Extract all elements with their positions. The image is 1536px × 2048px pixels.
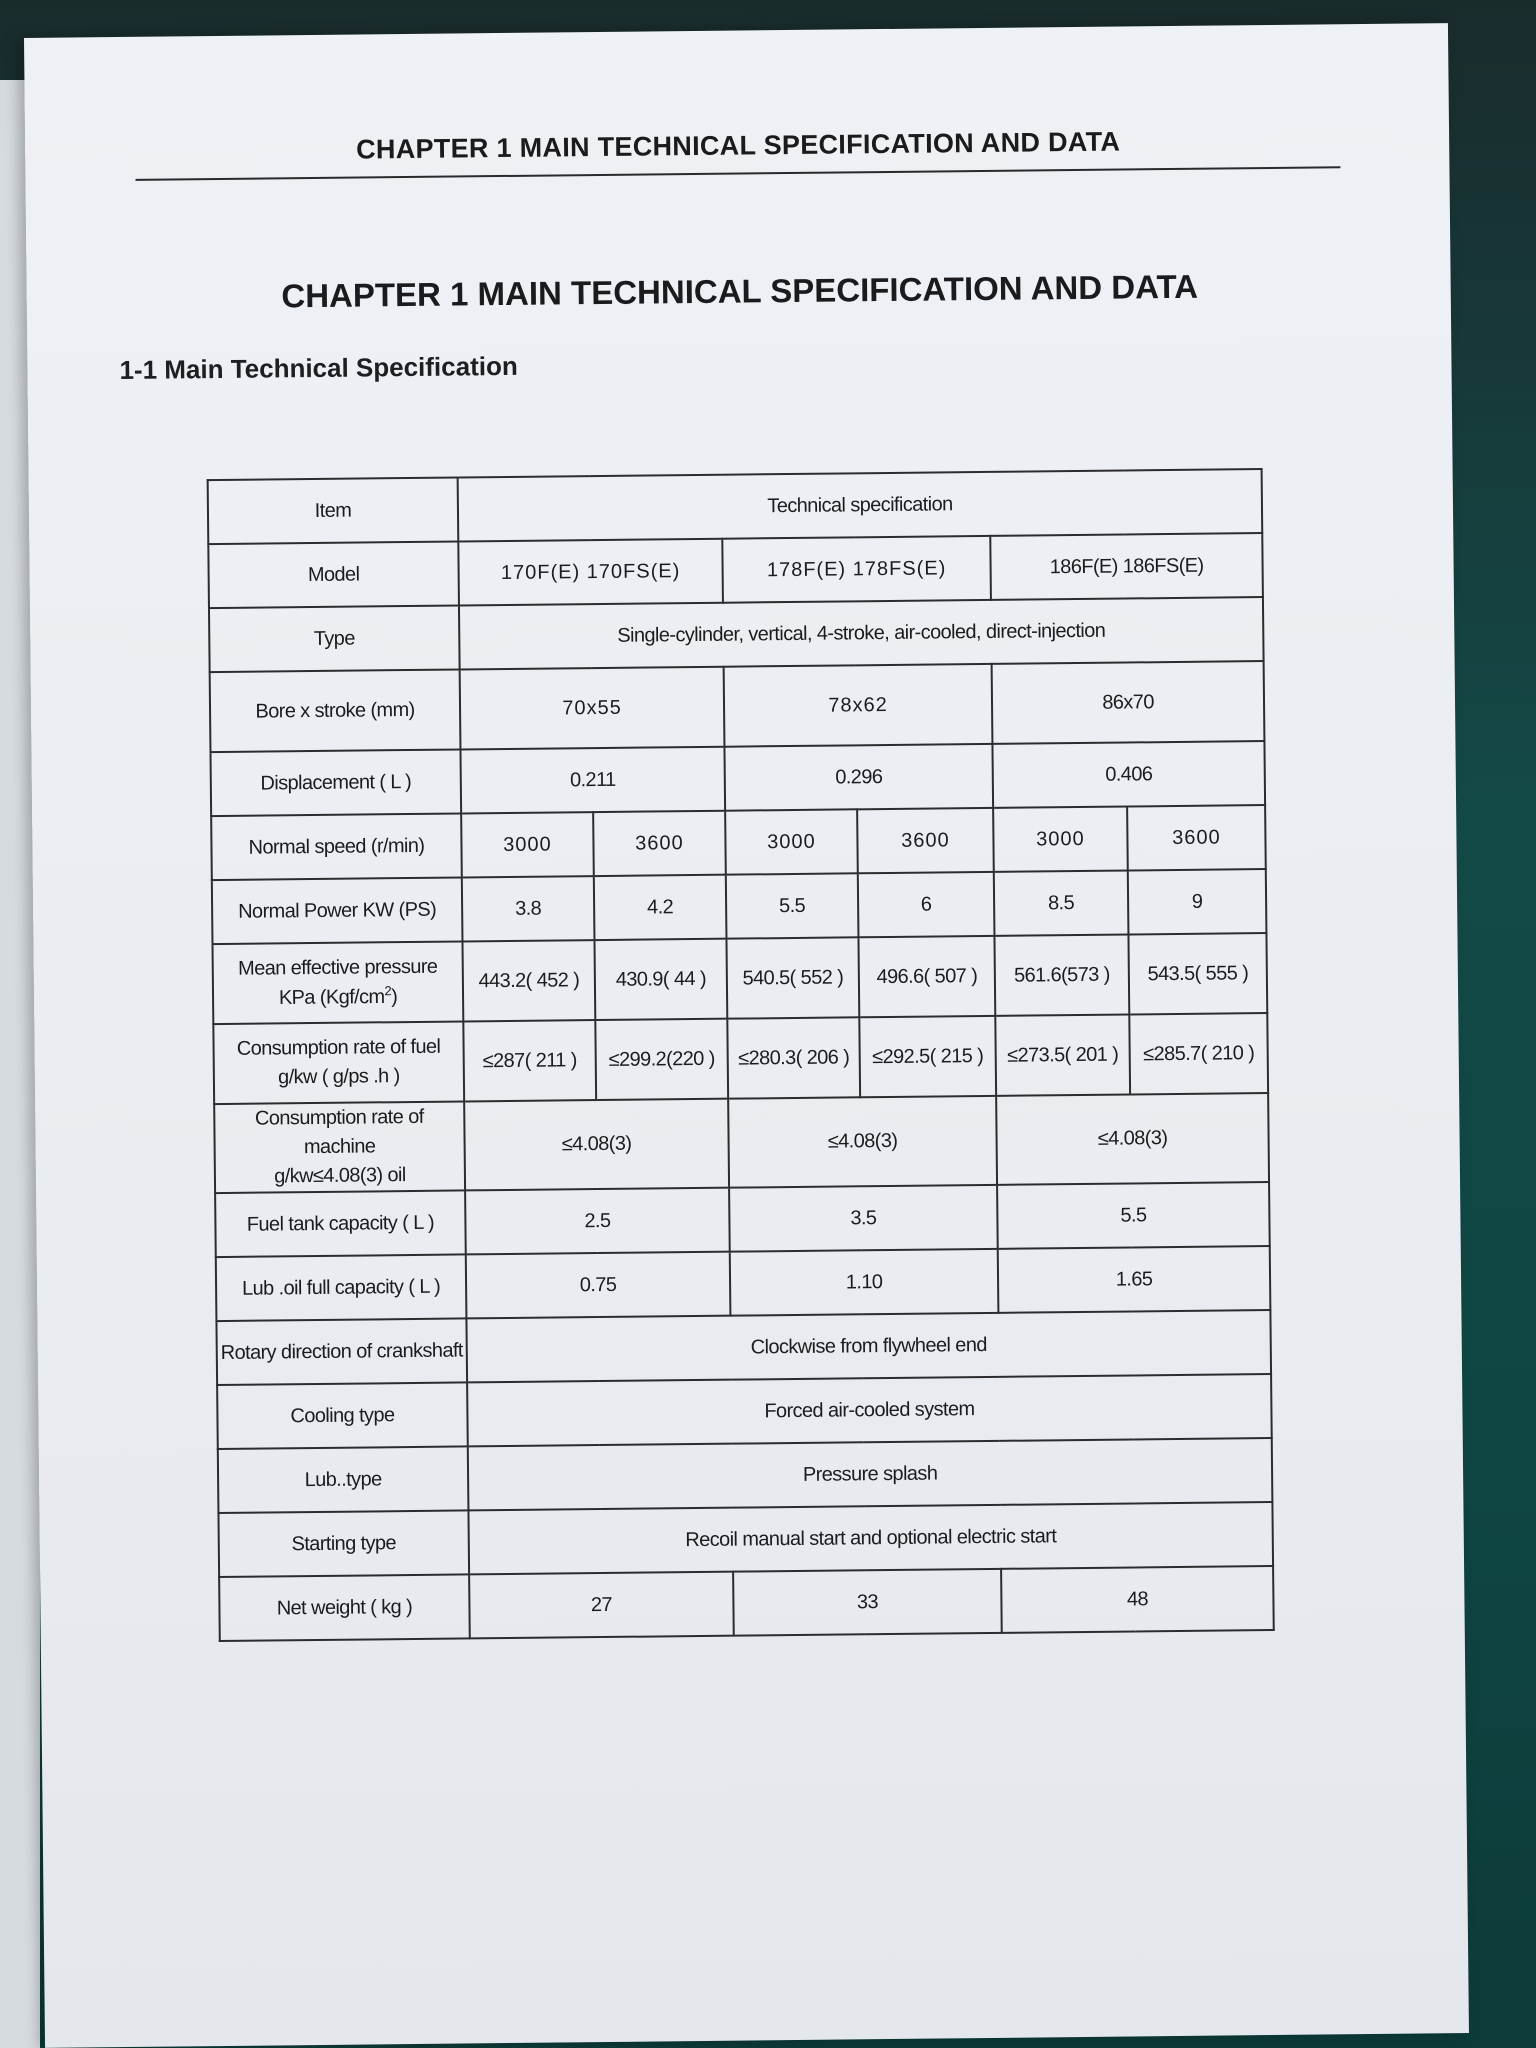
speed-cell: 3000 — [993, 806, 1128, 871]
weight-cell: 48 — [1001, 1566, 1274, 1633]
pressure-cell: 561.6(573 ) — [994, 934, 1129, 1015]
lub-type-cell: Pressure splash — [468, 1438, 1273, 1510]
table-row — [215, 1182, 1270, 1257]
pressure-cell: 443.2( 452 ) — [462, 940, 595, 1021]
row-label: Lub..type — [218, 1446, 469, 1513]
lub-oil-cell: 1.10 — [730, 1249, 999, 1316]
row-label: Starting type — [218, 1510, 469, 1577]
power-cell: 8.5 — [994, 870, 1129, 935]
table-row — [213, 1013, 1268, 1104]
table-row — [208, 533, 1263, 608]
running-header: CHAPTER 1 MAIN TECHNICAL SPECIFICATION AND DATA — [355, 126, 1121, 165]
speed-cell: 3600 — [593, 811, 726, 876]
table-row — [217, 1374, 1272, 1449]
row-label-line: Consumption rate of fuel — [236, 1035, 441, 1060]
header-spec-cell: Technical specification — [458, 469, 1263, 541]
section-title: 1-1 Main Technical Specification — [119, 350, 518, 386]
type-cell: Single-cylinder, vertical, 4-stroke, air-cooled, direct-injection — [459, 597, 1264, 669]
fuel-tank-cell: 5.5 — [997, 1182, 1270, 1249]
row-label: Bore x stroke (mm) — [210, 669, 461, 752]
power-cell: 9 — [1128, 869, 1267, 934]
fuel-rate-cell: ≤273.5( 201 ) — [995, 1014, 1130, 1095]
row-label: Model — [208, 541, 459, 608]
table-row — [210, 661, 1265, 752]
row-label: Type — [209, 605, 460, 672]
displacement-cell: 0.406 — [992, 741, 1265, 808]
starting-cell: Recoil manual start and optional electric start — [468, 1502, 1273, 1574]
power-cell: 6 — [858, 872, 995, 937]
displacement-cell: 0.211 — [460, 747, 725, 814]
weight-cell: 27 — [469, 1572, 734, 1639]
table-row — [216, 1246, 1271, 1321]
fuel-rate-cell: ≤285.7( 210 ) — [1129, 1013, 1268, 1094]
power-cell: 4.2 — [594, 875, 727, 940]
oil-rate-cell: ≤4.08(3) — [464, 1099, 729, 1191]
lub-oil-cell: 0.75 — [466, 1252, 731, 1319]
oil-rate-cell: ≤4.08(3) — [728, 1096, 997, 1188]
spec-table — [207, 468, 1275, 1642]
speed-cell: 3000 — [725, 809, 858, 874]
model-cell: 170F(E) 170FS(E) — [458, 539, 723, 606]
lub-oil-cell: 1.65 — [998, 1246, 1271, 1313]
speed-cell: 3600 — [857, 808, 994, 873]
fuel-tank-cell: 3.5 — [729, 1185, 998, 1252]
bore-stroke-cell: 70x55 — [460, 667, 725, 750]
fuel-rate-cell: ≤287( 211 ) — [463, 1020, 596, 1101]
fuel-rate-cell: ≤280.3( 206 ) — [727, 1017, 860, 1098]
pressure-cell: 543.5( 555 ) — [1128, 933, 1267, 1014]
row-label: Displacement ( L ) — [210, 749, 461, 816]
table-row — [218, 1438, 1273, 1513]
table-row — [210, 741, 1265, 816]
speed-cell: 3000 — [461, 812, 594, 877]
fuel-rate-cell: ≤292.5( 215 ) — [859, 1016, 996, 1097]
row-label: Net weight ( kg ) — [219, 1574, 470, 1641]
row-label-line — [216, 981, 460, 1013]
row-label: Normal speed (r/min) — [211, 813, 462, 880]
model-cell: 178F(E) 178FS(E) — [722, 536, 991, 603]
row-label-text: ) — [391, 985, 398, 1008]
power-cell: 5.5 — [726, 873, 859, 938]
row-label-line: Mean effective pressure — [237, 955, 438, 980]
chapter-title: CHAPTER 1 MAIN TECHNICAL SPECIFICATION AND DATA — [281, 267, 1199, 315]
row-label — [214, 1101, 465, 1193]
row-label — [213, 1021, 464, 1104]
table-row — [214, 1093, 1269, 1193]
table-row — [208, 469, 1263, 544]
weight-cell: 33 — [733, 1569, 1002, 1636]
oil-rate-cell: ≤4.08(3) — [996, 1093, 1269, 1185]
header-rule — [135, 166, 1340, 181]
row-label-line: g/kw ( g/ps .h ) — [278, 1065, 400, 1089]
table-row — [218, 1502, 1273, 1577]
fuel-tank-cell: 2.5 — [465, 1188, 730, 1255]
table-row — [216, 1310, 1271, 1385]
rotary-cell: Clockwise from flywheel end — [466, 1310, 1271, 1382]
table-row — [212, 933, 1267, 1024]
bore-stroke-cell: 86x70 — [992, 661, 1265, 744]
table-row — [209, 597, 1264, 672]
fuel-rate-cell: ≤299.2(220 ) — [595, 1019, 728, 1100]
row-label-line: Consumption rate of machine — [254, 1105, 424, 1159]
power-cell: 3.8 — [462, 876, 595, 941]
row-label: Normal Power KW (PS) — [212, 877, 463, 944]
header-item-cell: Item — [208, 477, 459, 544]
document-page — [24, 23, 1469, 2048]
table-row — [219, 1566, 1274, 1641]
row-label-superscript: 2 — [384, 982, 392, 998]
table-row — [212, 869, 1267, 944]
pressure-cell: 540.5( 552 ) — [726, 937, 859, 1018]
row-label: Lub .oil full capacity ( L ) — [216, 1254, 467, 1321]
row-label-line: g/kw≤4.08(3) oil — [274, 1164, 406, 1188]
table-row — [211, 805, 1266, 880]
row-label: Rotary direction of crankshaft — [216, 1318, 467, 1385]
pressure-cell: 430.9( 44 ) — [594, 939, 727, 1020]
pressure-cell: 496.6( 507 ) — [858, 936, 995, 1017]
row-label: Fuel tank capacity ( L ) — [215, 1190, 466, 1257]
displacement-cell: 0.296 — [724, 744, 993, 811]
row-label-text: KPa (Kgf/cm — [278, 985, 385, 1009]
bore-stroke-cell: 78x62 — [724, 664, 993, 747]
speed-cell: 3600 — [1127, 805, 1266, 870]
row-label — [212, 941, 463, 1024]
model-cell: 186F(E) 186FS(E) — [990, 533, 1263, 600]
cooling-cell: Forced air-cooled system — [467, 1374, 1272, 1446]
row-label: Cooling type — [217, 1382, 468, 1449]
